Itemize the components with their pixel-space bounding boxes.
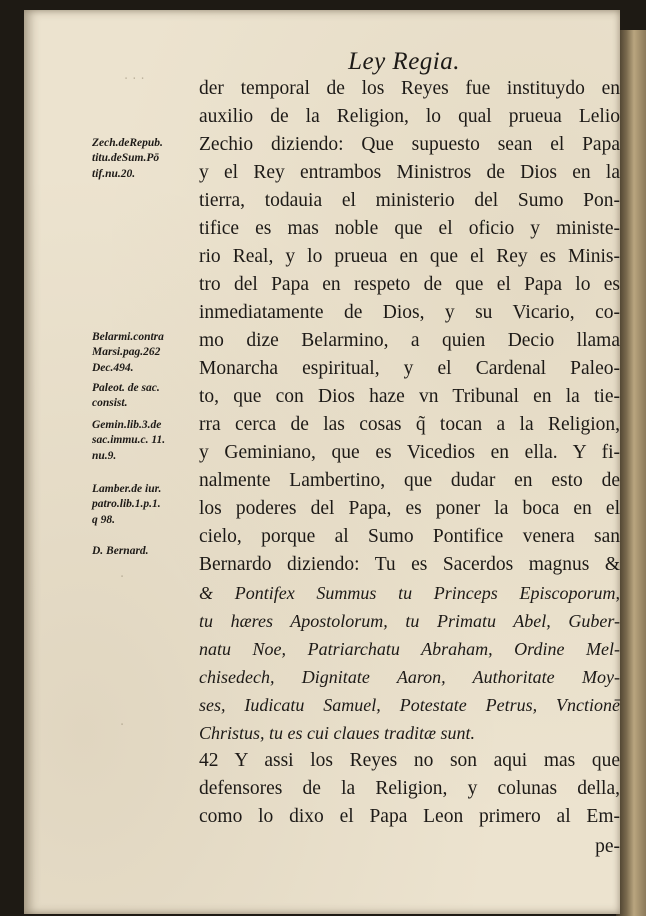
catchword: pe- — [595, 836, 620, 857]
margin-note-zechio: Zech.deRepub. titu.deSum.Pō tif.nu.20. — [92, 137, 163, 180]
text-line: tifice es mas noble que el oficio y ministe- — [199, 218, 620, 239]
text-line: rio Real, y lo prueua en que el Rey es Minis- — [199, 246, 620, 267]
text-line: nalmente Lambertino, que dudar en esto de — [199, 470, 620, 491]
margin-note-geminiano: Gemin.lib.3.de sac.immu.c. 11. nu.9. — [92, 419, 166, 462]
latin-quote-line: chisedech, Dignitate Aaron, Authoritate Moy- — [199, 667, 620, 687]
text-line: Bernardo diziendo: Tu es Sacerdos magnus & — [199, 554, 620, 575]
latin-quote-line: tu hæres Apostolorum, tu Primatu Abel, Guber- — [199, 611, 620, 631]
show-through-mark: · · · — [124, 72, 145, 87]
text-line: to, que con Dios haze vn Tribunal en la tie- — [199, 386, 620, 407]
text-line: Monarcha espiritual, y el Cardenal Paleo- — [199, 358, 620, 379]
latin-quote-line: ses, Iudicatu Samuel, Potestate Petrus, Vnctionē — [199, 695, 620, 715]
margin-note-bernardo: D. Bernard. — [92, 545, 149, 557]
text-line: y el Rey entrambos Ministros de Dios en la — [199, 162, 620, 183]
latin-quote-line: & Pontifex Summus tu Princeps Episcoporum, — [199, 583, 620, 603]
text-line: tro del Papa en respeto de que el Papa lo es — [199, 274, 620, 295]
running-title: Ley Regia. — [348, 48, 460, 75]
show-through-mark: · — [120, 570, 125, 585]
text-line: der temporal de los Reyes fue instituydo en — [199, 78, 620, 99]
text-line: inmediatamente de Dios, y su Vicario, co- — [199, 302, 620, 323]
text-line: tierra, todauia el ministerio del Sumo Pon- — [199, 190, 620, 211]
latin-quote-line: Christus, tu es cui claues traditæ sunt. — [199, 723, 476, 743]
text-line: mo dize Belarmino, a quien Decio llama — [199, 330, 620, 351]
text-line: auxilio de la Religion, lo qual prueua Lelio — [199, 106, 620, 127]
show-through-mark: · — [120, 718, 125, 733]
page-sheet — [24, 10, 620, 914]
margin-note-belarmino: Belarmi.contra Marsi.pag.262 Dec.494. — [92, 331, 164, 374]
latin-quote-line: natu Noe, Patriarchatu Abraham, Ordine Mel- — [199, 639, 620, 659]
margin-note-lambertino: Lamber.de iur. patro.lib.1.p.1. q 98. — [92, 483, 162, 526]
text-line: los poderes del Papa, es poner la boca en el — [199, 498, 620, 519]
paragraph-42-line: 42 Y assi los Reyes no son aqui mas que — [199, 750, 620, 771]
text-line: Zechio diziendo: Que supuesto sean el Papa — [199, 134, 620, 155]
text-line: rra cerca de las cosas q̃ tocan a la Religion, — [199, 414, 620, 435]
margin-note-paleoto: Paleot. de sac. consist. — [92, 382, 160, 410]
text-line: cielo, porque al Sumo Pontifice venera san — [199, 526, 620, 547]
text-line: como lo dixo el Papa Leon primero al Em- — [199, 806, 620, 827]
text-line: y Geminiano, que es Vicedios en ella. Y fi- — [199, 442, 620, 463]
text-line: defensores de la Religion, y colunas della, — [199, 778, 620, 799]
